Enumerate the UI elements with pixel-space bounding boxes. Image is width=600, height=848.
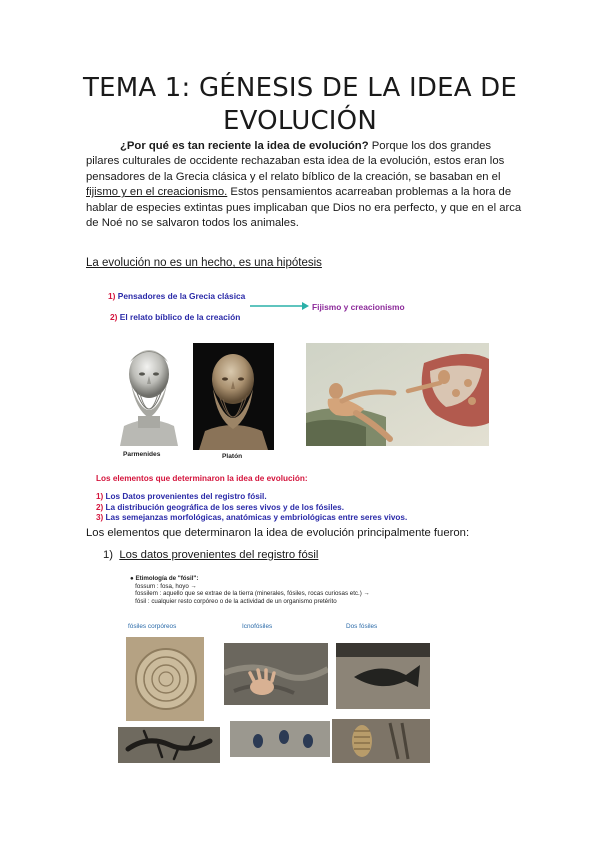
plato-bust-image xyxy=(193,343,274,450)
elements-title: Los elementos que determinaron la idea de evolución: xyxy=(96,474,308,483)
arrow-icon xyxy=(250,300,310,312)
diagram-result: Fijismo y creacionismo xyxy=(312,302,405,312)
page-title xyxy=(60,72,540,138)
intro-paragraph xyxy=(86,139,522,231)
reptile-fossil-image xyxy=(118,727,220,763)
fossil-header-3: Dos fósiles xyxy=(346,623,378,630)
fossil-header-1: fósiles corpóreos xyxy=(128,623,177,630)
caption-platon: Platón xyxy=(222,453,243,460)
etym-title: Etimología de "fósil": xyxy=(135,575,199,582)
subheading-num: 1) xyxy=(103,549,114,561)
diagram-item-2 xyxy=(110,312,240,322)
section-heading: La evolución no es un hecho, es una hipótesis xyxy=(86,257,322,269)
diagram-item-1-text: Pensadores de la Grecia clásica xyxy=(115,291,246,301)
title-line-2: EVOLUCIÓN xyxy=(223,106,377,136)
intro-question: ¿Por qué es tan reciente la idea de evolución? xyxy=(120,140,369,152)
elements-item-1: 1) Los Datos provenientes del registro fósil. xyxy=(96,492,267,501)
intro-answer-part2: Estos pensamientos acarreaban problemas a la hora de hablar de especies extintas pues implicaban que Dios no era perfecto, y que en el arca de Noé no se salvaron todos los animales. xyxy=(86,186,522,230)
fossil-panel xyxy=(118,573,430,763)
caption-parmenides: Parmenides xyxy=(123,451,161,458)
fish-fossil-image xyxy=(336,643,430,709)
title-line-1: TEMA 1: GÉNESIS DE LA IDEA DE xyxy=(82,73,517,103)
subheading-text: Los datos provenientes del registro fósil xyxy=(119,549,319,561)
intro-underlined: fijismo y en el creacionismo. xyxy=(86,186,228,199)
trilobite-fossil-image xyxy=(332,719,430,763)
parmenides-bust-image xyxy=(112,340,186,446)
etym-line-2: fossilem : aquello que se extrae de la tierra (minerales, fósiles, rocas curiosas etc.) → xyxy=(135,590,370,598)
elements-item-2: 2) La distribución geográfica de los seres vivos y de los fósiles. xyxy=(96,502,344,512)
body-line: Los elementos que determinaron la idea de evolución principalmente fueron: xyxy=(86,527,470,539)
etymology-block xyxy=(130,575,370,605)
elements-item-3: 3) Las semejanzas morfológicas, anatómicas y embriológicas entre seres vivos. xyxy=(96,513,408,523)
etym-line-3: fósil : cualquier resto corpóreo o de la actividad de un organismo pretérito xyxy=(135,597,337,605)
creation-fresco-image xyxy=(306,343,489,446)
fossil-header-2: Icnofósiles xyxy=(242,623,273,630)
trace-fossil-image xyxy=(224,643,328,705)
diagram-item-2-text: El relato bíblico de la creación xyxy=(117,312,241,322)
intro-answer-part1: Porque los dos grandes pilares culturales de occidente rechazaban esta idea de la evolución, estos eran los pensadores de la Grecia clásica y el relato bíblico de la creación, se basaban en el xyxy=(86,140,505,183)
elements-list xyxy=(96,492,407,524)
bullet-icon: ● xyxy=(130,575,134,582)
footprint-fossil-image xyxy=(230,721,330,757)
ammonite-fossil-image xyxy=(126,637,204,721)
diagram-item-1 xyxy=(108,291,245,301)
etym-line-1: fossum : fosa, hoyo → xyxy=(135,582,197,590)
diagram-item-2-num: 2) xyxy=(110,312,118,322)
diagram-item-1-num: 1) xyxy=(108,291,116,301)
subheading xyxy=(103,549,318,561)
